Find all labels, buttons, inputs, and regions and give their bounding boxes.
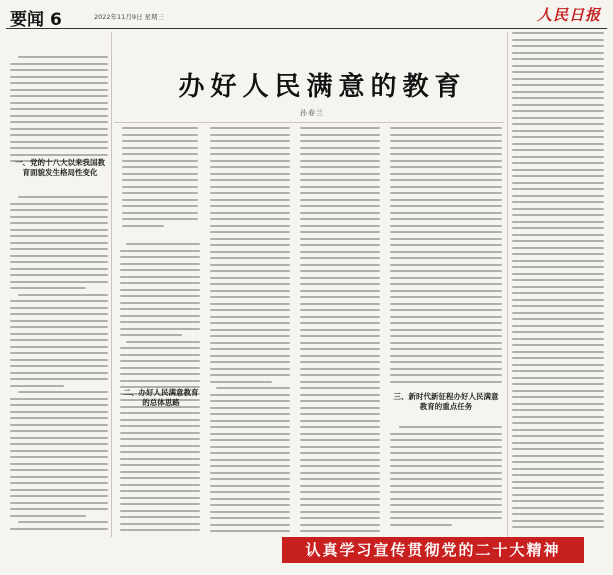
column-divider	[111, 32, 112, 537]
article-author: 孙春兰	[300, 109, 324, 117]
section-name: 要闻	[10, 10, 44, 30]
section-heading-1-text: 一、党的十八大以来我国教育面貌发生格局性变化	[15, 158, 105, 177]
text-column-6	[512, 32, 604, 532]
section-heading-3-text: 三、新时代新征程办好人民满意教育的重点任务	[393, 392, 499, 411]
text-column-1	[10, 196, 108, 531]
text-column-5-top	[390, 127, 502, 387]
text-column-3	[210, 127, 290, 533]
campaign-banner: 认真学习宣传贯彻党的二十大精神	[282, 537, 584, 563]
section-heading-3	[392, 392, 500, 412]
text-column-4	[300, 127, 380, 533]
date-line: 2022年11月9日 星期三	[94, 13, 165, 21]
title-rule	[114, 122, 504, 123]
text-column-2-top	[122, 127, 198, 237]
section-heading-2-text: 二、办好人民满意教育的总体思路	[123, 388, 199, 407]
section-label	[10, 5, 62, 30]
text-column-1-top	[10, 56, 108, 164]
article-title: 办好人民满意的教育	[178, 72, 467, 102]
column-divider	[507, 32, 508, 537]
newspaper-logo: 人民日报	[536, 6, 601, 24]
page-header	[6, 4, 607, 29]
section-heading-1	[12, 158, 108, 178]
section-heading-2	[120, 388, 202, 408]
text-column-5-bottom	[390, 426, 502, 532]
page-number: 6	[50, 10, 62, 30]
